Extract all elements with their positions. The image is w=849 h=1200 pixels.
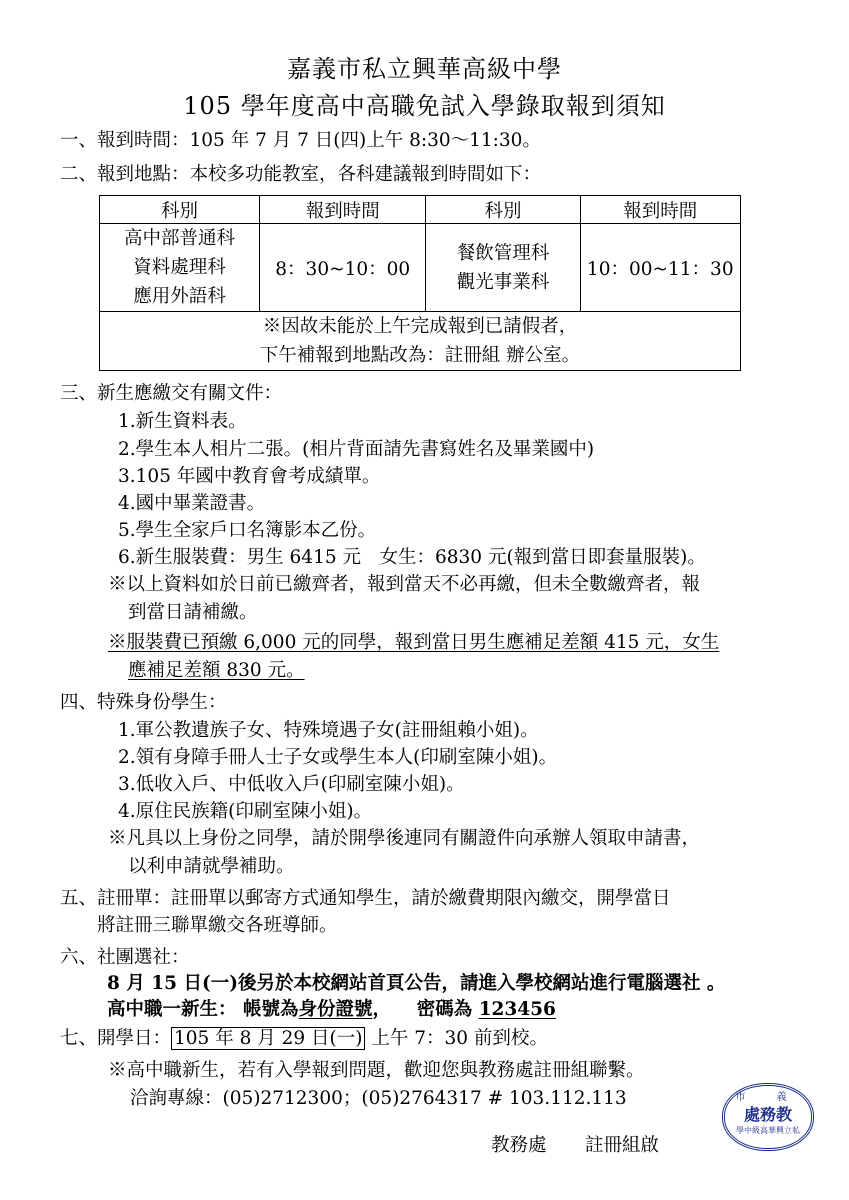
contact-note: ※高中職新生，若有入學報到問題，歡迎您與教務處註冊組聯繫。 xyxy=(108,1060,645,1081)
list-item: 2.領有身障手冊人士子女或學生本人(印刷室陳小姐)。 xyxy=(118,747,558,768)
header-time-1: 報到時間 xyxy=(260,196,426,224)
note-line: 下午補報到地點改為：註冊組 辦公室。 xyxy=(259,345,581,366)
hotline-text: 洽詢專線：(05)2712300；(05)2764317 # 103.112.113 xyxy=(130,1088,627,1109)
list-item: 6.新生服裝費：男生 6415 元 女生：6830 元(報到當日即套量服裝)。 xyxy=(118,547,706,568)
document-title: 105 學年度高中高職免試入學錄取報到須知 xyxy=(183,92,666,120)
list-item: 3.105 年國中教育會考成績單。 xyxy=(118,466,381,487)
time-group-2: 10：00~11：30 xyxy=(580,224,740,312)
seal-bottom-text: 學中級高華興立私 xyxy=(736,1126,800,1135)
seal-middle-text: 處務教 xyxy=(743,1105,792,1124)
list-item: 2.學生本人相片二張。(相片背面請先書寫姓名及畢業國中) xyxy=(118,439,595,460)
dept-group-2 xyxy=(426,224,580,312)
header-time-2: 報到時間 xyxy=(580,196,740,224)
account-info xyxy=(107,995,556,1021)
special-status-note-cont: 以利申請就學補助。 xyxy=(128,856,295,877)
documents-note: ※以上資料如於日前已繳齊者，報到當天不必再繳，但未全數繳齊者，報 xyxy=(108,574,701,595)
dept-name: 應用外語科 xyxy=(133,286,226,307)
password-label: ， 密碼為 xyxy=(372,999,479,1020)
section-3-heading: 新生應繳交有關文件： xyxy=(97,383,283,404)
school-start-date: 105 年 8 月 29 日(一) xyxy=(171,1027,365,1050)
section-4-heading: 特殊身份學生： xyxy=(97,692,227,713)
section-4-number: 四、 xyxy=(60,692,98,713)
registration-form-text: 註冊單：註冊單以郵寄方式通知學生，請於繳費期限內繳交，開學當日 xyxy=(97,888,671,909)
registration-form-text-cont: 將註冊三聯單繳交各班導師。 xyxy=(97,915,338,936)
table-note xyxy=(100,312,741,371)
seal-top-text: 市 義 xyxy=(735,1092,801,1103)
section-6-number: 六、 xyxy=(60,947,98,968)
section-6-heading: 社團選社： xyxy=(97,947,190,968)
documents-note-cont: 到當日請補繳。 xyxy=(128,602,258,623)
dept-name: 資料處理科 xyxy=(133,257,226,278)
table-header-row xyxy=(100,196,741,224)
section-1-number: 一、 xyxy=(60,130,98,151)
header-dept-2: 科別 xyxy=(426,196,580,224)
header-dept-1: 科別 xyxy=(100,196,260,224)
account-label: 高中職一新生： 帳號為 xyxy=(107,999,299,1020)
section-7-number: 七、 xyxy=(60,1028,98,1049)
school-name: 嘉義市私立興華高級中學 xyxy=(287,55,562,83)
office-seal-stamp xyxy=(722,1083,814,1151)
section-3-number: 三、 xyxy=(60,383,98,404)
section-2-number: 二、 xyxy=(60,164,98,185)
dept-name: 餐飲管理科 xyxy=(456,242,550,264)
note-line: ※因故未能於上午完成報到已請假者， xyxy=(262,316,578,337)
uniform-fee-note: ※服裝費已預繳 6,000 元的同學，報到當日男生應補足差額 415 元，女生 xyxy=(108,632,720,653)
list-item: 5.學生全家戶口名簿影本乙份。 xyxy=(118,520,377,541)
account-value: 身份證號 xyxy=(298,999,373,1020)
dept-name: 觀光事業科 xyxy=(456,271,550,293)
dept-name: 高中部普通科 xyxy=(124,228,236,249)
school-start-line xyxy=(97,1024,548,1050)
school-start-time: 上午 7：30 前到校。 xyxy=(365,1028,548,1049)
list-item: 1.軍公教遺族子女、特殊境遇子女(註冊組賴小姐)。 xyxy=(118,720,539,741)
report-time-text: 報到時間：105 年 7 月 7 日(四)上午 8:30～11:30。 xyxy=(97,130,541,151)
signature-office: 教務處 xyxy=(491,1135,547,1156)
list-item: 3.低收入戶、中低收入戶(印刷室陳小姐)。 xyxy=(118,774,465,795)
time-group-1: 8：30~10：00 xyxy=(260,224,426,312)
table-note-row xyxy=(100,312,741,371)
club-selection-text: 8 月 15 日(一)後另於本校網站首頁公告，請進入學校網站進行電腦選社 。 xyxy=(107,973,726,994)
school-start-label: 開學日： xyxy=(97,1028,172,1049)
list-item: 1.新生資料表。 xyxy=(118,411,247,432)
list-item: 4.原住民族籍(印刷室陳小姐)。 xyxy=(118,801,373,822)
table-row xyxy=(100,224,741,312)
report-location-text: 報到地點：本校多功能教室，各科建議報到時間如下： xyxy=(97,164,542,185)
dept-group-1 xyxy=(100,224,260,312)
section-5-number: 五、 xyxy=(60,888,98,909)
special-status-note: ※凡具以上身份之同學，請於開學後連同有關證件向承辦人領取申請書， xyxy=(108,828,701,849)
signature-unit: 註冊組啟 xyxy=(585,1135,660,1156)
schedule-table xyxy=(99,195,741,371)
uniform-fee-note-cont: 應補足差額 830 元。 xyxy=(128,660,305,681)
password-value: 123456 xyxy=(478,999,556,1020)
list-item: 4.國中畢業證書。 xyxy=(118,493,266,514)
